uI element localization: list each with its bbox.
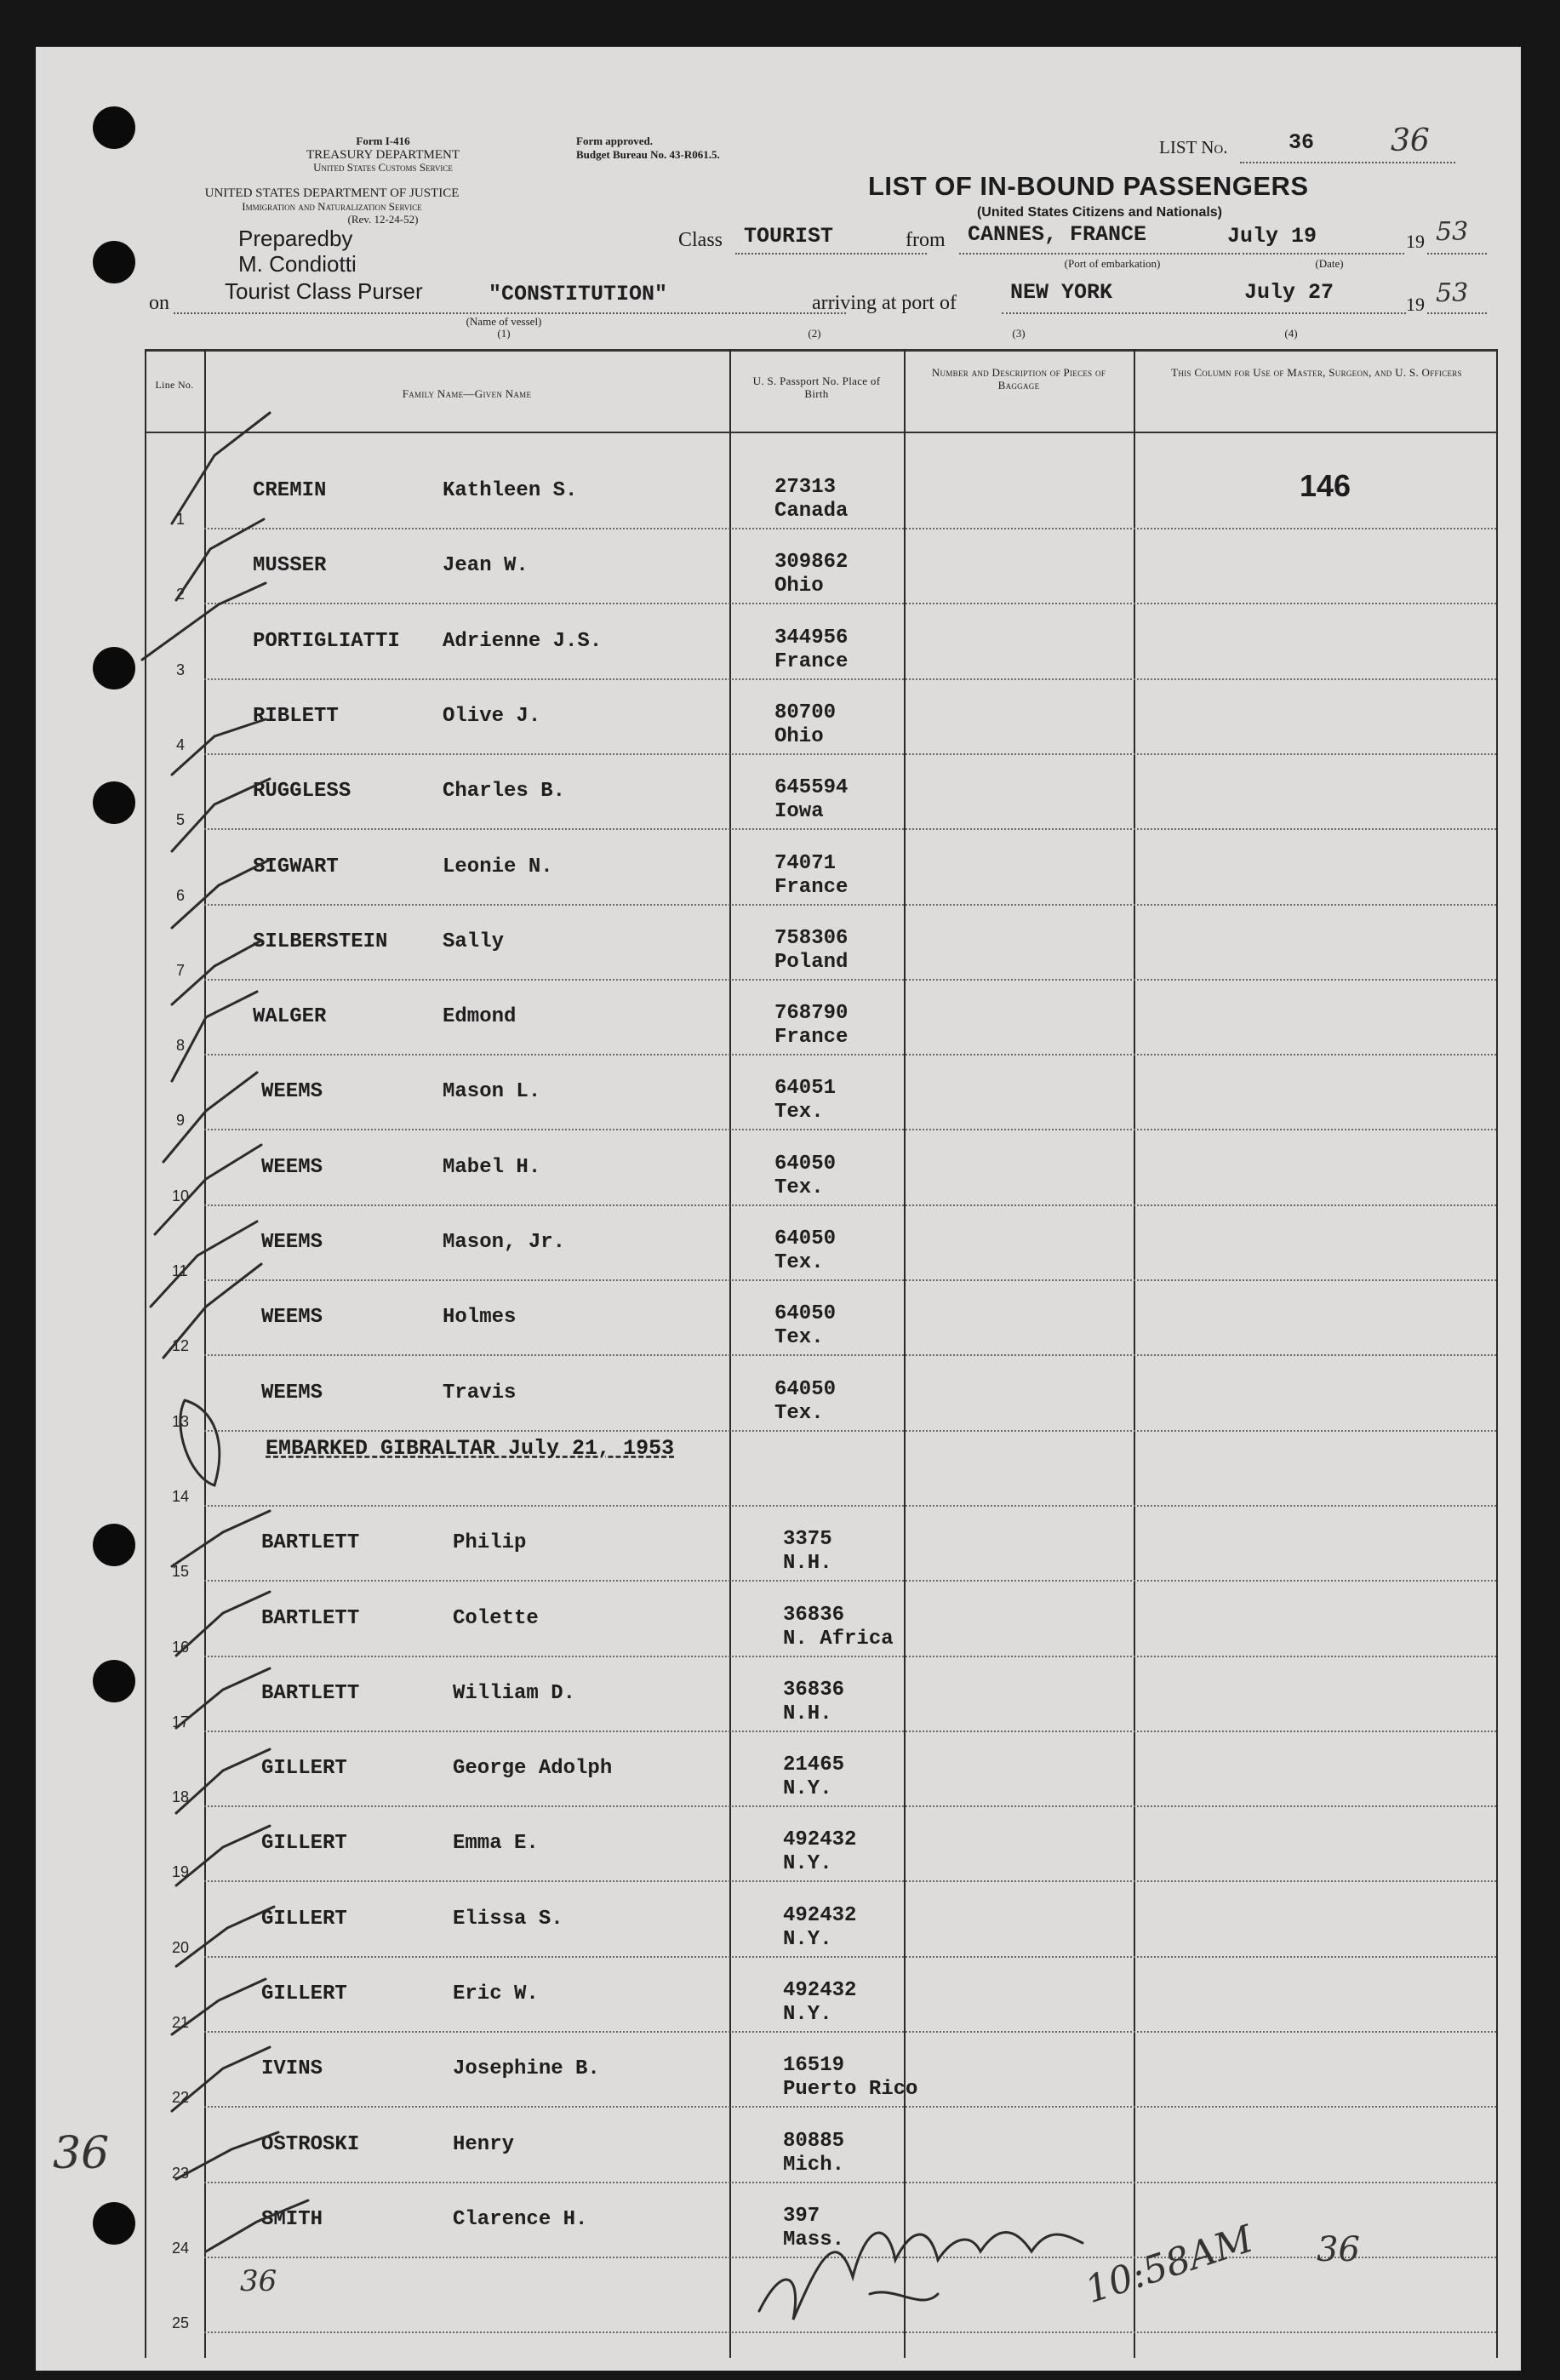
passport-number: 64050: [774, 1152, 837, 1176]
line-number: 21: [172, 2014, 190, 2031]
col-baggage: Number and Description of Pieces of Baggage: [931, 366, 1106, 392]
family-name: RUGGLESS: [253, 780, 351, 804]
place-of-birth: Tex.: [774, 1176, 824, 1199]
purser-title: Tourist Class Purser: [225, 278, 423, 304]
family-name: GILLERT: [261, 1832, 347, 1856]
passport-number: 64050: [774, 1302, 837, 1326]
line-number: 8: [176, 1037, 186, 1055]
caption-4: (4): [1284, 327, 1298, 340]
line-number: 19: [172, 1863, 190, 1881]
family-name: GILLERT: [261, 1982, 347, 2005]
embarked-note: EMBARKED GIBRALTAR July 21, 1953: [266, 1436, 675, 1461]
given-name: Philip: [453, 1531, 527, 1555]
from-value: CANNES, FRANCE: [968, 222, 1147, 247]
given-name: George Adolph: [453, 1757, 613, 1781]
departure-date: July 19: [1227, 224, 1317, 249]
place-of-birth: N.Y.: [783, 1927, 832, 1951]
given-name: William D.: [453, 1681, 576, 1705]
passport-number: 344956: [774, 626, 849, 649]
line-number: 14: [172, 1487, 190, 1505]
arrival-time: 10:58AM: [1080, 2217, 1259, 2313]
family-name: CREMIN: [253, 479, 327, 502]
passport-number: 16519: [783, 2054, 845, 2078]
customs-service: United States Customs Service: [313, 161, 453, 174]
family-name: BARTLETT: [261, 1531, 360, 1555]
line-number: 12: [172, 1337, 190, 1355]
officer-signature: [759, 2233, 1083, 2320]
given-name: Sally: [443, 930, 505, 953]
departure-year: 53: [1436, 217, 1469, 247]
place-of-birth: Tex.: [774, 1401, 824, 1425]
bottom-left-number: 36: [240, 2264, 277, 2298]
family-name: BARTLETT: [261, 1681, 360, 1705]
family-name: SIGWART: [253, 855, 339, 878]
given-name: Mabel H.: [443, 1155, 541, 1179]
passport-number: 492432: [783, 1828, 857, 1852]
line-number: 11: [172, 1262, 188, 1279]
place-of-birth: Iowa: [774, 800, 824, 824]
port-embark-caption: (Port of embarkation): [1064, 257, 1161, 270]
line-number: 5: [176, 811, 186, 829]
given-name: Olive J.: [443, 704, 541, 728]
line-number: 17: [172, 1713, 190, 1731]
revision: (Rev. 12-24-52): [347, 213, 419, 226]
justice-dept: UNITED STATES DEPARTMENT OF JUSTICE: [204, 186, 460, 200]
arrival-year: 53: [1436, 278, 1469, 308]
page-title: LIST OF IN-BOUND PASSENGERS: [868, 171, 1309, 201]
family-name: PORTIGLIATTI: [253, 629, 400, 653]
passport-number: 21465: [783, 1754, 845, 1777]
place-of-birth: France: [774, 649, 849, 673]
family-name: SILBERSTEIN: [253, 930, 388, 953]
from-label: from: [906, 229, 946, 251]
handwritten-marks: [36, 47, 1521, 2371]
passport-number: 36836: [783, 1603, 845, 1627]
passport-number: 80885: [783, 2129, 845, 2153]
place-of-birth: N.H.: [783, 1552, 832, 1576]
place-of-birth: France: [774, 875, 849, 899]
check-marks: [142, 413, 308, 2251]
caption-1: (1): [497, 327, 511, 340]
passport-number: 27313: [774, 476, 837, 499]
family-name: GILLERT: [261, 1757, 347, 1781]
place-of-birth: France: [774, 1026, 849, 1050]
given-name: Clarence H.: [453, 2207, 588, 2231]
passport-number: 64050: [774, 1227, 837, 1250]
family-name: SMITH: [261, 2207, 323, 2231]
place-of-birth: Poland: [774, 950, 849, 974]
line-number: 22: [172, 2089, 190, 2107]
place-of-birth: N.H.: [783, 1702, 832, 1725]
given-name: Mason, Jr.: [443, 1231, 566, 1254]
passport-number: 3375: [783, 1528, 832, 1552]
place-of-birth: N.Y.: [783, 1852, 832, 1876]
margin-number: 36: [53, 2128, 110, 2179]
year-prefix: 19: [1406, 231, 1425, 252]
line-number: 9: [176, 1112, 186, 1130]
family-name: MUSSER: [253, 554, 327, 578]
given-name: Jean W.: [443, 554, 529, 578]
family-name: WEEMS: [261, 1231, 323, 1254]
place-of-birth: N. Africa: [783, 1627, 894, 1651]
passport-number: 74071: [774, 851, 837, 875]
form-approved: Form approved.: [576, 134, 654, 147]
line-number: 2: [176, 586, 186, 604]
officer-number: 146: [1300, 468, 1351, 503]
place-of-birth: Ohio: [774, 724, 824, 748]
col-passport: U. S. Passport No. Place of Birth: [752, 375, 881, 400]
class-label: Class: [678, 229, 723, 251]
family-name: GILLERT: [261, 1907, 347, 1931]
given-name: Henry: [453, 2132, 515, 2156]
passport-number: 492432: [783, 1903, 857, 1927]
line-number: 25: [172, 2314, 190, 2332]
family-name: WEEMS: [261, 1381, 323, 1405]
passport-number: 768790: [774, 1002, 849, 1026]
line-number: 24: [172, 2239, 190, 2257]
passport-number: 645594: [774, 776, 849, 800]
place-of-birth: Canada: [774, 500, 849, 523]
treasury-dept: TREASURY DEPARTMENT: [306, 148, 460, 162]
arrival-date: July 27: [1244, 280, 1334, 305]
line-number: 18: [172, 1788, 190, 1806]
budget-bureau: Budget Bureau No. 43-R061.5.: [576, 148, 720, 161]
given-name: Emma E.: [453, 1832, 539, 1856]
line-number: 7: [176, 961, 186, 979]
passport-number: 80700: [774, 701, 837, 724]
col-name: Family Name—Given Name: [402, 387, 532, 400]
list-number: 36: [1289, 130, 1315, 155]
passport-number: 492432: [783, 1979, 857, 2002]
family-name: WEEMS: [261, 1080, 323, 1104]
given-name: Adrienne J.S.: [443, 629, 603, 653]
place-of-birth: N.Y.: [783, 2003, 832, 2026]
family-name: BARTLETT: [261, 1606, 360, 1630]
passport-number: 36836: [783, 1678, 845, 1702]
line-number: 23: [172, 2164, 190, 2182]
passport-number: 309862: [774, 551, 849, 575]
place-of-birth: Mich.: [783, 2153, 845, 2177]
family-name: WEEMS: [261, 1155, 323, 1179]
prepared-by: Preparedby: [238, 226, 353, 251]
given-name: Holmes: [443, 1306, 517, 1330]
family-name: WEEMS: [261, 1306, 323, 1330]
arriving-port: NEW YORK: [1010, 280, 1113, 305]
given-name: Eric W.: [453, 1982, 539, 2005]
passport-number: 64051: [774, 1077, 837, 1101]
family-name: RIBLETT: [253, 704, 339, 728]
line-number: 4: [176, 735, 186, 753]
given-name: Charles B.: [443, 780, 566, 804]
on-label: on: [149, 292, 169, 314]
given-name: Edmond: [443, 1005, 517, 1029]
given-name: Elissa S.: [453, 1907, 563, 1931]
place-of-birth: Tex.: [774, 1251, 824, 1274]
col-line-no: Line No.: [155, 379, 194, 391]
place-of-birth: Tex.: [774, 1326, 824, 1350]
passport-number: 758306: [774, 926, 849, 950]
given-name: Leonie N.: [443, 855, 553, 878]
given-name: Mason L.: [443, 1080, 541, 1104]
vessel-caption: (Name of vessel): [466, 315, 542, 328]
family-name: WALGER: [253, 1005, 327, 1029]
arriving-label: arriving at port of: [812, 292, 957, 314]
caption-3: (3): [1012, 327, 1026, 340]
bottom-right-number: 36: [1317, 2230, 1360, 2269]
arrival-year-prefix: 19: [1406, 294, 1425, 315]
place-of-birth: Tex.: [774, 1101, 824, 1124]
line-number: 13: [172, 1412, 190, 1430]
form-number: Form I-416: [356, 134, 410, 147]
class-value: TOURIST: [744, 224, 834, 249]
place-of-birth: Puerto Rico: [783, 2078, 918, 2102]
passport-number: 397: [783, 2204, 820, 2228]
given-name: Colette: [453, 1606, 539, 1630]
line-number: 3: [176, 661, 186, 678]
given-name: Travis: [443, 1381, 517, 1405]
line-number: 1: [176, 511, 186, 528]
place-of-birth: N.Y.: [783, 1777, 832, 1801]
line-number: 10: [172, 1187, 190, 1204]
family-name: IVINS: [261, 2057, 323, 2081]
document-page: [36, 47, 1521, 2371]
preparer-name: M. Condiotti: [238, 251, 357, 277]
page-subtitle: (United States Citizens and Nationals): [976, 205, 1223, 220]
line-number: 15: [172, 1563, 190, 1581]
caption-2: (2): [808, 327, 821, 340]
line-number: 6: [176, 886, 186, 904]
given-name: Josephine B.: [453, 2057, 600, 2081]
line-number: 20: [172, 1938, 190, 1956]
place-of-birth: Ohio: [774, 575, 824, 598]
place-of-birth: Mass.: [783, 2228, 845, 2251]
line-number: 16: [172, 1638, 190, 1656]
ins-service: Immigration and Naturalization Service: [242, 200, 422, 213]
passport-number: 64050: [774, 1377, 837, 1401]
list-number-handwritten: 36: [1391, 123, 1430, 158]
col-officers: This Column for Use of Master, Surgeon, and U. S. Officers: [1171, 366, 1462, 379]
family-name: OSTROSKI: [261, 2132, 360, 2156]
given-name: Kathleen S.: [443, 479, 578, 502]
list-label: LIST No.: [1159, 137, 1228, 157]
vessel-name: "CONSTITUTION": [489, 282, 668, 306]
date-caption: (Date): [1315, 257, 1344, 270]
